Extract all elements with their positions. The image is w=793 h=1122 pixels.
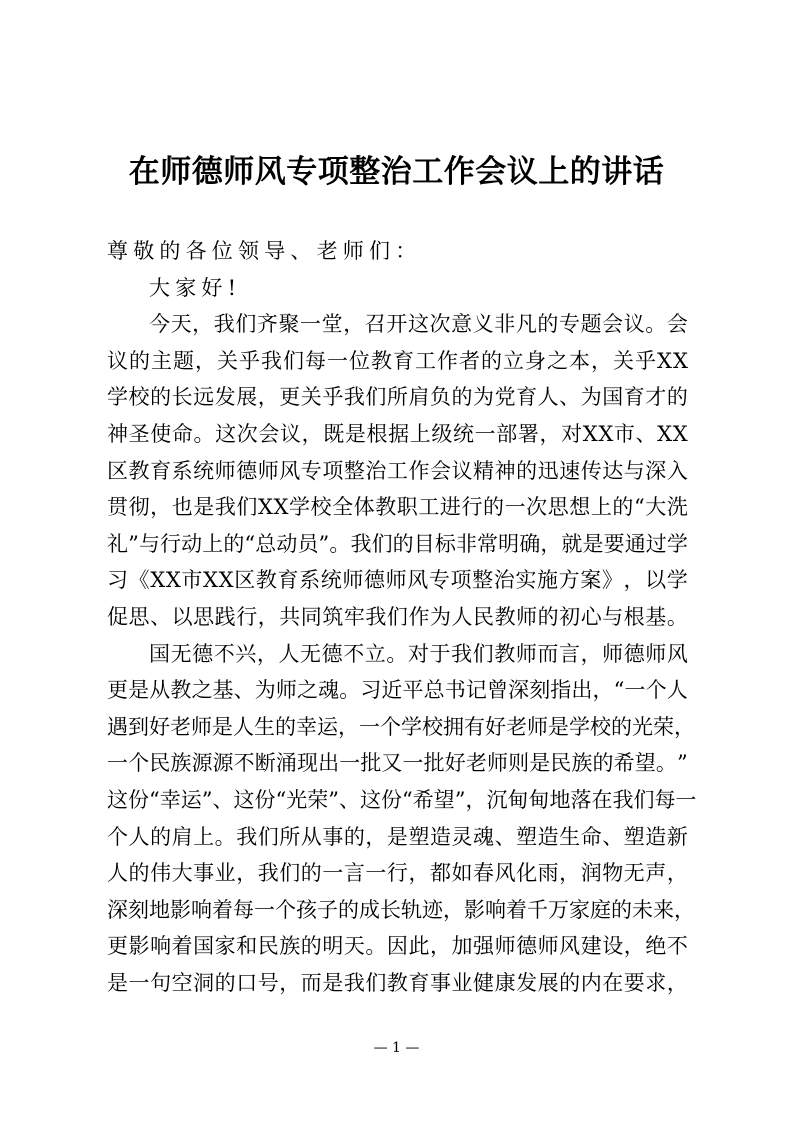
paragraph-line: 促 思 、 以 思 践 行 ， 共 同 筑 牢 我 们 作 为 人 民 教 师 的 初 心 与 根 基 。 [107, 604, 688, 629]
paragraph-line: 国 无 德 不 兴 ， 人 无 德 不 立 。 对 于 我 们 教 师 而 言 ， 师 德 师 风 [149, 641, 688, 666]
page-number: — 1 — [373, 1040, 420, 1056]
paragraph-line: 个 人 的 肩 上 。 我 们 所 从 事 的 ， 是 塑 造 灵 魂 、 塑 造 生 命 、 塑 造 新 [107, 824, 688, 849]
paragraph-line: 深 刻 地 影 响 着 每 一 个 孩 子 的 成 长 轨 迹 ， 影 响 着 千 万 家 庭 的 未 来 ， [107, 897, 695, 922]
paragraph-line: 礼 ” 与 行 动 上 的 “ 总 动 员 ” 。 我 们 的 目 标 非 常 明 确 ， 就 是 要 通 过 学 [107, 531, 688, 556]
paragraph-line: 神 圣 使 命 。 这 次 会 议 ， 既 是 根 据 上 级 统 一 部 署 ， 对 X X 市 、 X X [107, 421, 688, 446]
document-title: 在师德师风专项整治工作会议上的讲话 [128, 154, 665, 190]
paragraph-line: 这 份 “ 幸 运 ” 、 这 份 “ 光 荣 ” 、 这 份 “ 希 望 ” ， 沉 甸 甸 地 落 在 我 们 每 一 [107, 787, 697, 812]
paragraph-line: 更 影 响 着 国 家 和 民 族 的 明 天 。 因 此 ， 加 强 师 德 师 风 建 设 ， 绝 不 [107, 934, 688, 959]
paragraph-line: 人 的 伟 大 事 业 ， 我 们 的 一 言 一 行 ， 都 如 春 风 化 雨 ， 润 物 无 声 ， [107, 861, 688, 886]
paragraph-line: 议 的 主 题 ， 关 乎 我 们 每 一 位 教 育 工 作 者 的 立 身 之 本 ， 关 乎 X X [107, 348, 688, 373]
paragraph-line: 区 教 育 系 统 师 德 师 风 专 项 整 治 工 作 会 议 精 神 的 迅 速 传 达 与 深 入 [107, 458, 688, 483]
paragraph-line: 今 天 ， 我 们 齐 聚 一 堂 ， 召 开 这 次 意 义 非 凡 的 专 题 会 议 。 会 [149, 312, 688, 337]
paragraph-line: 学 校 的 长 远 发 展 ， 更 关 乎 我 们 所 肩 负 的 为 党 育 人 、 为 国 育 才 的 [107, 385, 688, 410]
greeting-line: 大家好! [149, 275, 242, 300]
paragraph-line: 更 是 从 教 之 基 、 为 师 之 魂 。 习 近 平 总 书 记 曾 深 刻 指 出 ， “ 一 个 人 [107, 678, 688, 703]
paragraph-line: 一 个 民 族 源 源 不 断 涌 现 出 一 批 又 一 批 好 老 师 则 是 民 族 的 希 望 。 ” [107, 751, 688, 776]
paragraph-line: 贯 彻 ， 也 是 我 们 X X 学 校 全 体 教 职 工 进 行 的 一 次 思 想 上 的 “ 大 洗 [107, 495, 688, 520]
paragraph-line: 遇 到 好 老 师 是 人 生 的 幸 运 ， 一 个 学 校 拥 有 好 老 师 是 学 校 的 光 荣 ， [107, 714, 695, 739]
paragraph-line: 习 《 X X 市 X X 区 教 育 系 统 师 德 师 风 专 项 整 治 实 施 方 案 》 ， 以 学 [107, 568, 688, 593]
salutation-line: 尊敬的各位领导、老师们： [107, 239, 422, 263]
paragraph-line: 是 一 句 空 洞 的 口 号 ， 而 是 我 们 教 育 事 业 健 康 发 展 的 内 在 要 求 ， [107, 970, 688, 995]
document-body [107, 233, 697, 1001]
